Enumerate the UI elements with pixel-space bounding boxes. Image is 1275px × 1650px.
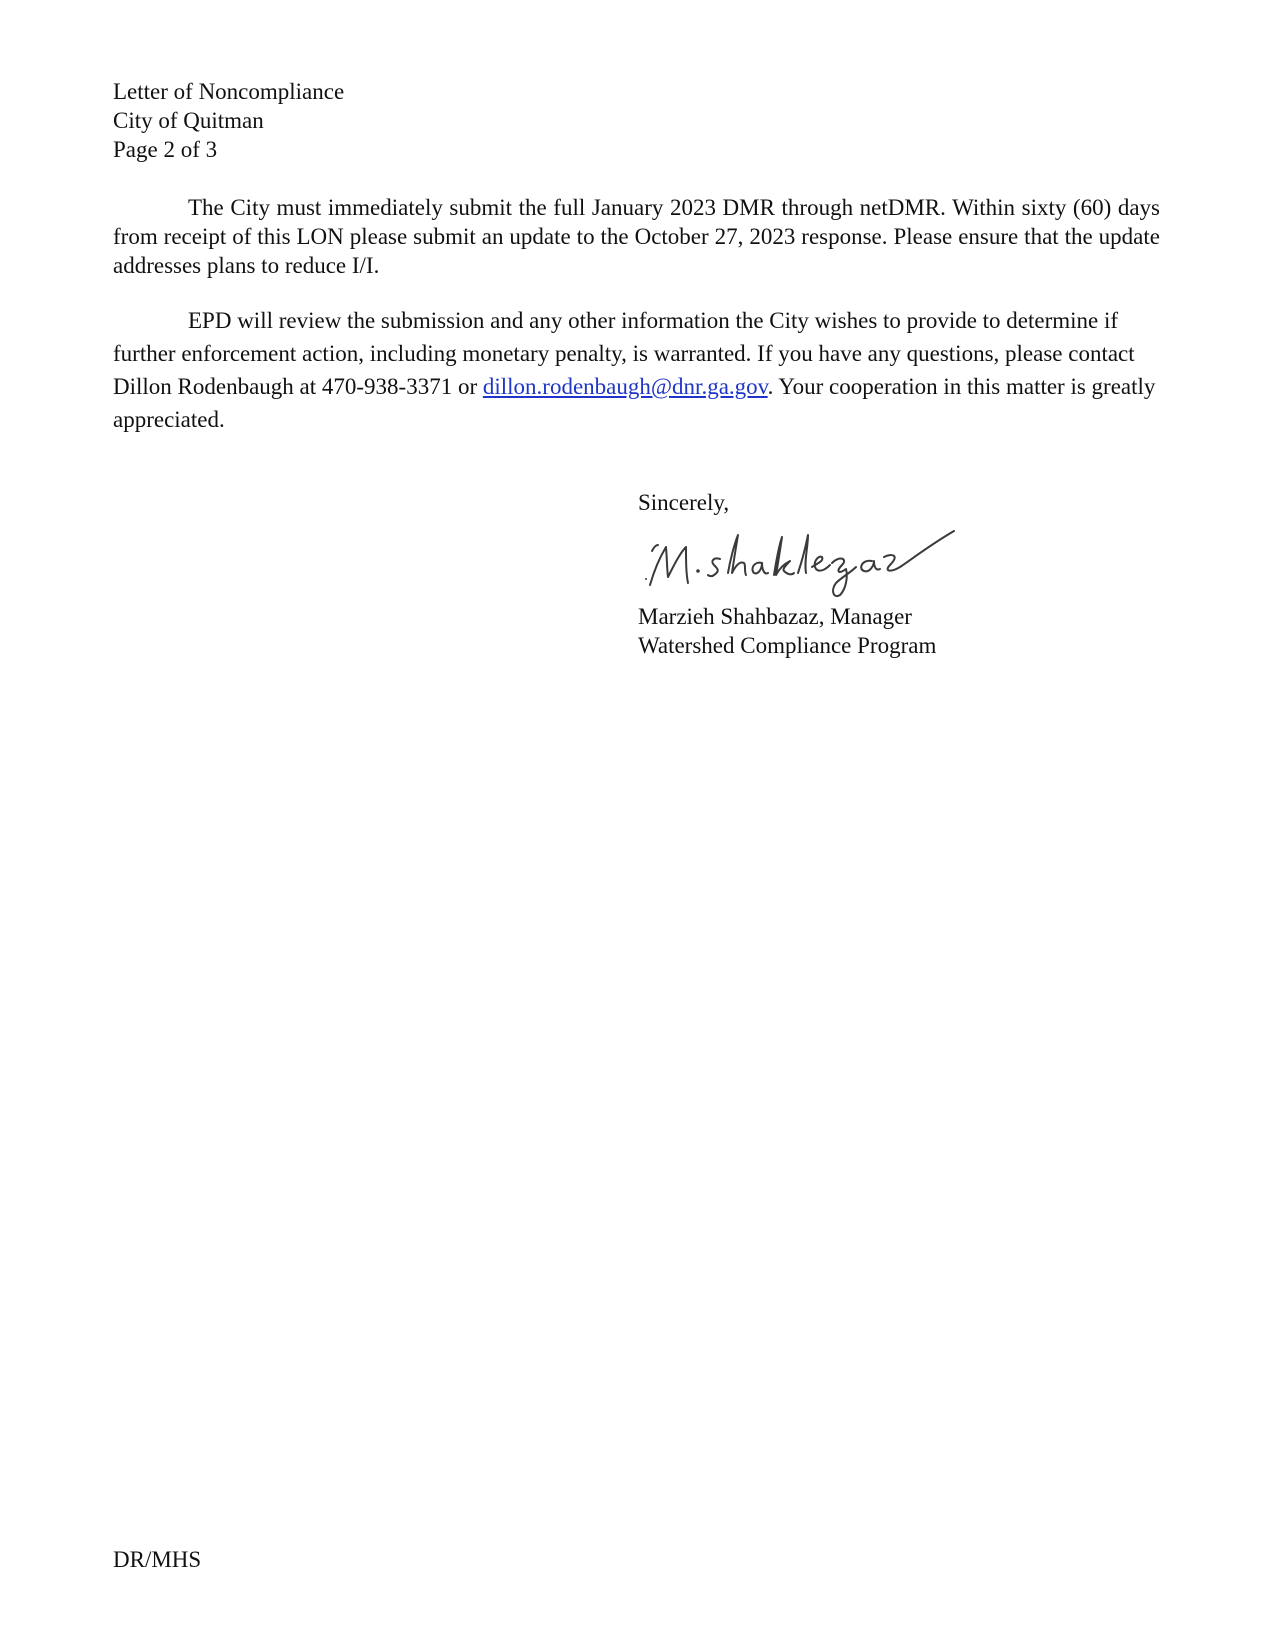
contact-email-link[interactable]: dillon.rodenbaugh@dnr.ga.gov [482,374,768,399]
signer-block [638,602,936,660]
body-paragraph-2 [113,304,1160,436]
header-recipient: City of Quitman [113,108,264,133]
handwritten-signature [640,523,960,603]
letter-header [113,77,344,164]
footer-initials: DR/MHS [113,1547,202,1572]
paragraph-2-text-end: . Your cooperation in this matter is greatly appreciated. [113,374,1156,432]
signer-program: Watershed Compliance Program [638,633,937,658]
header-letter-type: Letter of Noncompliance [113,79,345,104]
closing-salutation: Sincerely, [638,490,730,515]
paragraph-2-text-start: EPD will review the submission and any other information the City wishes to provide to determine if further enforcement action, including monetary penalty, is warranted. If you have any questions, please contact Dillon Rodenbaugh at 470-938-3371 or [113,308,1135,399]
signer-name-title: Marzieh Shahbazaz, Manager [638,604,912,629]
header-page-number: Page 2 of 3 [113,137,218,162]
body-paragraph-1: The City must immediately submit the full January 2023 DMR through netDMR. Within sixty (60) days from receipt of this LON please submit an update to the October 27, 2023 response. Please ensure that the update addresses plans to reduce I/I. [113,195,1160,278]
